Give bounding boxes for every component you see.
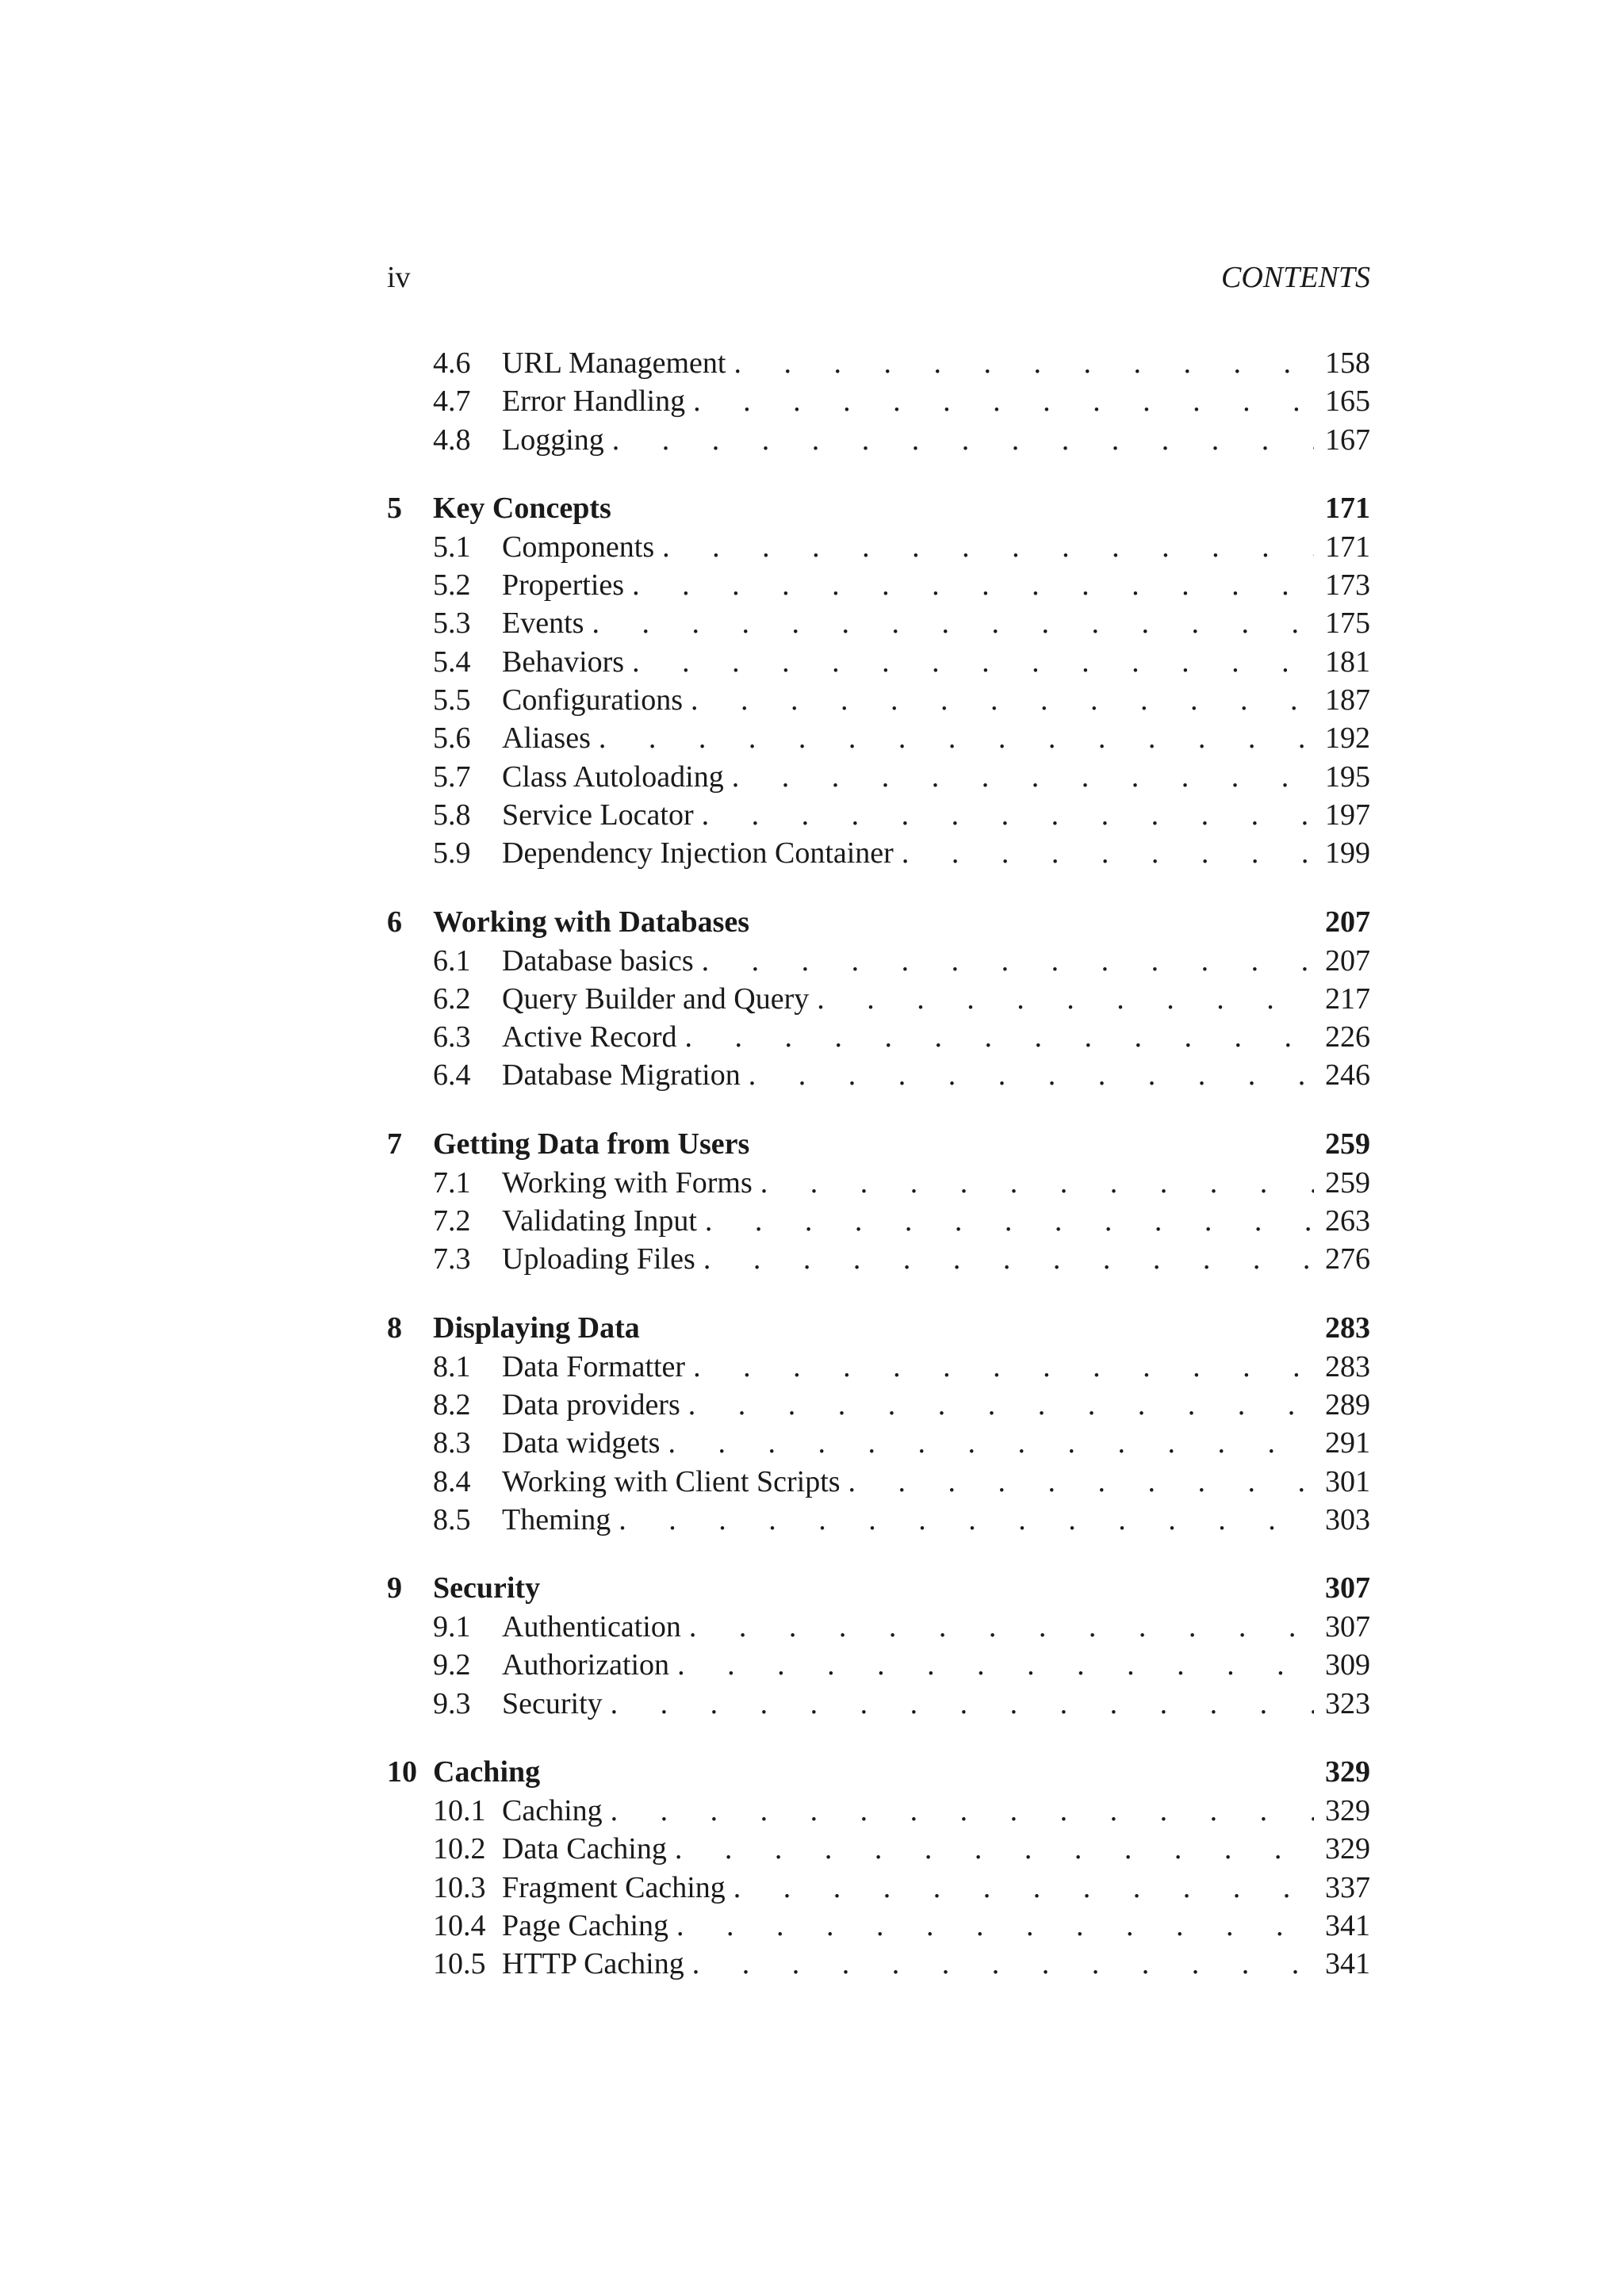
toc-section-row[interactable] xyxy=(387,1792,1370,1830)
page-number: iv xyxy=(387,261,411,294)
section-title: URL Management xyxy=(502,344,733,382)
section-page: 158 xyxy=(1314,344,1370,382)
section-number: 5.5 xyxy=(433,683,471,718)
chapter-number: 7 xyxy=(387,1127,402,1161)
section-page: 309 xyxy=(1314,1646,1370,1684)
dot-leader xyxy=(677,1646,1314,1684)
section-number: 10.4 xyxy=(433,1908,486,1942)
toc-section-row[interactable] xyxy=(387,1608,1370,1646)
toc-section-row[interactable] xyxy=(387,1424,1370,1462)
section-page: 337 xyxy=(1314,1869,1370,1907)
section-number: 10.2 xyxy=(433,1832,486,1866)
section-title: Data providers xyxy=(502,1386,688,1424)
section-page: 207 xyxy=(1314,942,1370,980)
section-number: 4.7 xyxy=(433,385,471,419)
chapter-number: 8 xyxy=(387,1311,402,1345)
section-number: 7.3 xyxy=(433,1242,471,1276)
toc-section-row[interactable] xyxy=(387,1164,1370,1202)
section-page: 187 xyxy=(1314,681,1370,719)
toc-section-row[interactable] xyxy=(387,719,1370,757)
toc-section-row[interactable] xyxy=(387,421,1370,459)
toc-section-row[interactable] xyxy=(387,1945,1370,1983)
chapter-page: 283 xyxy=(1325,1311,1370,1345)
dot-leader xyxy=(702,942,1314,980)
chapter-title: Working with Databases xyxy=(433,905,750,939)
section-title: Logging xyxy=(502,421,612,459)
chapter-number: 9 xyxy=(387,1571,402,1605)
dot-leader xyxy=(733,344,1314,382)
toc-section-row[interactable] xyxy=(387,1386,1370,1424)
toc-section-row[interactable] xyxy=(387,528,1370,566)
toc-section-row[interactable] xyxy=(387,1202,1370,1240)
page-header xyxy=(387,258,1370,297)
toc-section-row[interactable] xyxy=(387,566,1370,604)
dot-leader xyxy=(692,1945,1314,1983)
dot-leader xyxy=(693,1348,1314,1386)
section-title: Service Locator xyxy=(502,796,702,834)
chapter-title: Security xyxy=(433,1571,541,1605)
section-title: Class Autoloading xyxy=(502,758,732,796)
section-title: Dependency Injection Container xyxy=(502,834,902,872)
section-number: 4.6 xyxy=(433,346,471,380)
section-title: Data Caching xyxy=(502,1830,675,1868)
toc-chapter-row[interactable] xyxy=(387,489,1370,528)
dot-leader xyxy=(688,1386,1314,1424)
toc-section-row[interactable] xyxy=(387,1056,1370,1094)
toc-section-row[interactable] xyxy=(387,1018,1370,1056)
dot-leader xyxy=(612,421,1314,459)
toc-chapter-row[interactable] xyxy=(387,903,1370,942)
chapter-4-continuation xyxy=(387,344,1370,459)
dot-leader xyxy=(611,1685,1314,1723)
section-title: Caching xyxy=(502,1792,611,1830)
dot-leader xyxy=(668,1424,1314,1462)
section-number: 8.5 xyxy=(433,1502,471,1536)
chapter-block xyxy=(387,903,1370,1095)
toc-section-row[interactable] xyxy=(387,344,1370,382)
dot-leader xyxy=(662,528,1314,566)
section-number: 8.3 xyxy=(433,1426,471,1460)
section-title: Error Handling xyxy=(502,382,693,420)
section-number: 5.1 xyxy=(433,530,471,564)
section-page: 291 xyxy=(1314,1424,1370,1462)
section-title: Validating Input xyxy=(502,1202,705,1240)
chapter-number: 6 xyxy=(387,905,402,939)
toc-section-row[interactable] xyxy=(387,1348,1370,1386)
section-number: 7.1 xyxy=(433,1165,471,1200)
dot-leader xyxy=(702,796,1314,834)
section-page: 263 xyxy=(1314,1202,1370,1240)
section-page: 226 xyxy=(1314,1018,1370,1056)
dot-leader xyxy=(902,834,1314,872)
chapter-number: 10 xyxy=(387,1755,417,1789)
chapter-list xyxy=(387,489,1370,1984)
section-number: 5.9 xyxy=(433,836,471,871)
section-number: 9.3 xyxy=(433,1686,471,1720)
chapter-page: 259 xyxy=(1325,1127,1370,1161)
section-number: 7.2 xyxy=(433,1204,471,1238)
dot-leader xyxy=(675,1830,1314,1868)
toc-section-row[interactable] xyxy=(387,758,1370,796)
section-number: 5.3 xyxy=(433,607,471,641)
section-page: 283 xyxy=(1314,1348,1370,1386)
section-title: Theming xyxy=(502,1501,619,1539)
section-number: 5.4 xyxy=(433,645,471,679)
toc-section-row[interactable] xyxy=(387,942,1370,980)
chapter-block xyxy=(387,489,1370,873)
section-number: 9.2 xyxy=(433,1648,471,1682)
section-number: 10.3 xyxy=(433,1870,486,1904)
section-number: 4.8 xyxy=(433,423,471,457)
section-title: Uploading Files xyxy=(502,1240,703,1278)
section-page: 165 xyxy=(1314,382,1370,420)
chapter-page: 307 xyxy=(1325,1571,1370,1605)
dot-leader xyxy=(749,1056,1314,1094)
section-page: 329 xyxy=(1314,1792,1370,1830)
toc-section-row[interactable] xyxy=(387,980,1370,1018)
section-page: 307 xyxy=(1314,1608,1370,1646)
section-number: 5.8 xyxy=(433,798,471,832)
toc-section-row[interactable] xyxy=(387,1501,1370,1539)
section-page: 289 xyxy=(1314,1386,1370,1424)
section-title: Events xyxy=(502,604,592,642)
toc-chapter-row[interactable] xyxy=(387,1125,1370,1164)
table-of-contents xyxy=(387,344,1370,1984)
dot-leader xyxy=(619,1501,1314,1539)
dot-leader xyxy=(760,1164,1314,1202)
section-number: 8.1 xyxy=(433,1349,471,1383)
dot-leader xyxy=(611,1792,1314,1830)
dot-leader xyxy=(705,1202,1314,1240)
dot-leader xyxy=(632,643,1314,681)
chapter-page: 329 xyxy=(1325,1755,1370,1789)
chapter-page: 207 xyxy=(1325,905,1370,939)
toc-section-row[interactable] xyxy=(387,1463,1370,1501)
toc-section-row[interactable] xyxy=(387,1646,1370,1684)
chapter-block xyxy=(387,1753,1370,1983)
section-page: 197 xyxy=(1314,796,1370,834)
toc-chapter-row[interactable] xyxy=(387,1309,1370,1348)
toc-section-row[interactable] xyxy=(387,1869,1370,1907)
dot-leader xyxy=(703,1240,1314,1278)
section-number: 10.1 xyxy=(433,1794,486,1828)
section-title: Database basics xyxy=(502,942,702,980)
chapter-page: 171 xyxy=(1325,491,1370,525)
chapter-number: 5 xyxy=(387,491,402,525)
section-title: Authentication xyxy=(502,1608,689,1646)
running-title: CONTENTS xyxy=(1221,261,1370,294)
toc-section-row[interactable] xyxy=(387,1907,1370,1945)
section-title: Working with Forms xyxy=(502,1164,760,1202)
section-title: Behaviors xyxy=(502,643,632,681)
toc-section-row[interactable] xyxy=(387,1830,1370,1868)
section-title: Security xyxy=(502,1685,611,1723)
section-number: 10.5 xyxy=(433,1947,486,1981)
section-page: 329 xyxy=(1314,1830,1370,1868)
toc-chapter-row[interactable] xyxy=(387,1753,1370,1792)
toc-section-row[interactable] xyxy=(387,834,1370,872)
toc-section-row[interactable] xyxy=(387,796,1370,834)
section-number: 8.4 xyxy=(433,1464,471,1498)
section-page: 341 xyxy=(1314,1945,1370,1983)
section-page: 303 xyxy=(1314,1501,1370,1539)
dot-leader xyxy=(676,1907,1314,1945)
section-title: Configurations xyxy=(502,681,691,719)
section-page: 167 xyxy=(1314,421,1370,459)
chapter-title: Caching xyxy=(433,1755,541,1789)
section-page: 192 xyxy=(1314,719,1370,757)
dot-leader xyxy=(691,681,1314,719)
toc-section-row[interactable] xyxy=(387,382,1370,420)
section-number: 5.6 xyxy=(433,721,471,756)
section-title: Fragment Caching xyxy=(502,1869,733,1907)
section-number: 6.4 xyxy=(433,1058,471,1093)
section-title: HTTP Caching xyxy=(502,1945,692,1983)
section-title: Authorization xyxy=(502,1646,677,1684)
dot-leader xyxy=(689,1608,1314,1646)
chapter-title: Key Concepts xyxy=(433,491,611,525)
section-page: 301 xyxy=(1314,1463,1370,1501)
section-number: 8.2 xyxy=(433,1387,471,1422)
dot-leader xyxy=(817,980,1314,1018)
section-number: 5.7 xyxy=(433,760,471,794)
section-title: Active Record xyxy=(502,1018,685,1056)
section-title: Working with Client Scripts xyxy=(502,1463,848,1501)
section-page: 259 xyxy=(1314,1164,1370,1202)
section-page: 173 xyxy=(1314,566,1370,604)
chapter-title: Displaying Data xyxy=(433,1311,640,1345)
section-number: 6.2 xyxy=(433,982,471,1016)
toc-chapter-row[interactable] xyxy=(387,1569,1370,1608)
dot-leader xyxy=(732,758,1314,796)
section-title: Query Builder and Query xyxy=(502,980,817,1018)
dot-leader xyxy=(685,1018,1314,1056)
chapter-block xyxy=(387,1569,1370,1723)
section-page: 171 xyxy=(1314,528,1370,566)
dot-leader xyxy=(693,382,1314,420)
section-number: 5.2 xyxy=(433,568,471,603)
toc-section-row[interactable] xyxy=(387,604,1370,642)
section-title: Database Migration xyxy=(502,1056,749,1094)
section-page: 276 xyxy=(1314,1240,1370,1278)
section-title: Data widgets xyxy=(502,1424,668,1462)
dot-leader xyxy=(848,1463,1314,1501)
section-title: Aliases xyxy=(502,719,599,757)
section-number: 6.1 xyxy=(433,943,471,978)
section-page: 175 xyxy=(1314,604,1370,642)
section-page: 217 xyxy=(1314,980,1370,1018)
toc-section-row[interactable] xyxy=(387,643,1370,681)
toc-section-row[interactable] xyxy=(387,681,1370,719)
section-number: 6.3 xyxy=(433,1020,471,1054)
section-title: Properties xyxy=(502,566,632,604)
section-title: Data Formatter xyxy=(502,1348,693,1386)
section-page: 341 xyxy=(1314,1907,1370,1945)
section-page: 246 xyxy=(1314,1056,1370,1094)
chapter-block xyxy=(387,1309,1370,1539)
section-page: 181 xyxy=(1314,643,1370,681)
dot-leader xyxy=(632,566,1314,604)
section-title: Components xyxy=(502,528,662,566)
chapter-title: Getting Data from Users xyxy=(433,1127,750,1161)
section-page: 323 xyxy=(1314,1685,1370,1723)
dot-leader xyxy=(592,604,1314,642)
section-title: Page Caching xyxy=(502,1907,676,1945)
dot-leader xyxy=(599,719,1314,757)
toc-section-row[interactable] xyxy=(387,1685,1370,1723)
dot-leader xyxy=(733,1869,1314,1907)
section-number: 9.1 xyxy=(433,1610,471,1644)
chapter-block xyxy=(387,1125,1370,1279)
section-page: 195 xyxy=(1314,758,1370,796)
section-page: 199 xyxy=(1314,834,1370,872)
toc-section-row[interactable] xyxy=(387,1240,1370,1278)
